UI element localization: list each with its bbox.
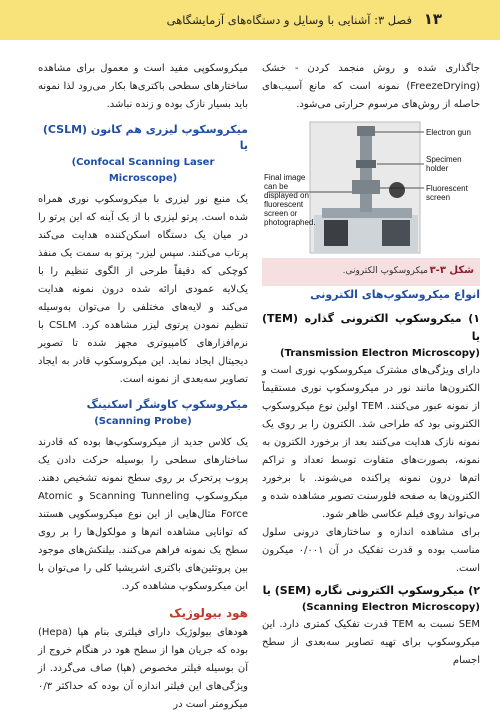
callout-fluorescent-screen-2: screen [426, 193, 451, 202]
callout-fluorescent-screen: Fluorescent [426, 184, 468, 193]
paragraph: یک منبع نور لیزری با میکروسکوپ نوری همراه شده است. پرتو لیزری با از یک آینه که این پرتو را در میان یک دستگاه اسکن‌کننده هدایت می‌کند پرتاب می‌کنند. سپس لیزر- پرتو به سمت یک منفذ کوچکی که دقیقاً طرحی از الگوی تنظیم را با یک‌لایه عمودی ارائه شده درون نمونه هدایت می‌کند و لایه‌های مختلفی را می‌توان به‌وسیله تنظیم نمودن پرتوی لیزر مشاهده کرد. CSLM با نرم‌افزارهای کامپیوتری مجهز شده تا تصویر دیجیتال ایجاد نماید. این میکروسکوپ قادر به ایجاد تصاویر سه‌بعدی از نمونه است. [38, 194, 248, 385]
left-note-line: screen or [264, 209, 298, 218]
section-heading-confocal: میکروسکوپ لیزری هم کانون (CSLM) یا [42, 123, 248, 152]
left-note-line: photographed. [264, 218, 316, 227]
left-column [38, 60, 248, 714]
tem-heading-en: (Transmission Electron Microscopy) [280, 348, 480, 359]
paragraph: میکروسکوپی مفید است و معمول برای مشاهده ساختارهای سطحی باکتری‌ها بکار می‌رود لذا نمونه باید بسیار نازک بوده و زنده نباشد. [38, 63, 248, 110]
electron-microscope-image [262, 120, 480, 255]
left-note-line: displayed on [264, 191, 309, 200]
paragraph: دارای ویژگی‌های مشترک میکروسکوپ نوری است و الکترون‌ها مانند نور در میکروسکوپ نوری مستقیماً از نمونه عبور می‌کنند. TEM اولین نوع میکروسکوپ الکترونی بود که طراحی شد. الکترون را بر روی یک نمونه نازک هدایت می‌کنند بعد از برخورد الکترون به نمونه، بصورت‌های متفاوت توسط تعداد و تراکم اتم‌ها درون نمونه پراکنده می‌شوند. با برخورد الکترون‌ها به صفحه فلورسنت تصویر مشاهده شده و می‌تواند روی فیلم عکاسی ظاهر شود. [262, 365, 480, 520]
electron-microscope-figure [262, 120, 480, 255]
left-note-line: fluorescent [264, 200, 304, 209]
figure-caption [262, 258, 480, 286]
callout-specimen-holder: Specimen [426, 155, 462, 164]
left-note-line: Final image [264, 173, 306, 182]
left-note-line: can be [264, 182, 289, 191]
paragraph: یک کلاس جدید از میکروسکوپ‌ها بوده که قادرند ساختارهای سطحی را بوسیله حرکت دادن یک پروب پرتحرک بر روی سطح نمونه تشخیص دهند. میکروسکوپ Scanning Tunneling و Atomic Force مثال‌هایی از این نوع میکروسکوپی هستند که توانایی مشاهده اتم‌ها و مولکول‌ها را بر روی سطح یک نمونه فراهم می‌کنند. بیلنکش‌های موجود بین پروتئین‌های باکتری اشریشیا کلی را می‌توان با این میکروسکوپ مشاهده کرد. [38, 437, 248, 592]
paragraph: جاگذاری شده و روش منجمد کردن - خشک (FreezeDrying) نمونه است که مانع آسیب‌های حاصله از روش‌های مرسوم حرارتی می‌شود. [262, 63, 480, 110]
callout-electron-gun: Electron gun [426, 128, 471, 137]
right-column-body [262, 306, 480, 670]
section-title: انواع میکروسکوپ‌های الکترونی [310, 288, 480, 301]
section-heading-confocal-en: (Confocal Scanning Laser Microscope) [71, 157, 215, 184]
section-heading-hood: هود بیولوژیک [169, 606, 248, 620]
figure-caption-text: میکروسکوپ الکترونی. [342, 266, 428, 276]
section-heading-scanning-probe: میکروسکوپ کاوشگر اسکنینگ [86, 398, 248, 411]
callout-specimen-holder-2: holder [426, 164, 449, 173]
page-header [0, 0, 500, 40]
paragraph: SEM نسبت به TEM قدرت تفکیک کمتری دارد. این میکروسکوپ برای تهیه تصاویر سه‌بعدی از سطح اجسام [262, 619, 480, 666]
section-heading-scanning-probe-en: (Scanning Probe) [94, 416, 192, 427]
sem-heading: ۲) میکروسکوپ الکترونی نگاره (SEM) یا [262, 584, 480, 597]
page-number: ۱۳ [423, 10, 442, 28]
tem-heading: ۱) میکروسکوپ الکترونی گذاره (TEM) یا [262, 312, 480, 343]
paragraph: برای مشاهده اندازه و ساختارهای درونی سلول مناسب بوده و قدرت تفکیک در آن ۰/۰۰۱ میکرون است. [262, 527, 481, 574]
paragraph: هودهای بیولوژیک دارای فیلتری بنام هپا (Hepa) بوده که جریان هوا از سطح هود در هنگام خروج از آن بوسیله فیلتر مخصوص (هپا) صاف می‌گردد. از ویژگی‌های این فیلتر اندازه آن بوده که حداکثر ۰/۳ میکرومتر است در [38, 627, 248, 710]
chapter-title: فصل ۳: آشنایی با وسایل و دستگاه‌های آزمایشگاهی [166, 13, 412, 27]
figure-label: شکل ۳-۳ [429, 265, 474, 276]
right-column-top [262, 60, 480, 114]
sem-heading-en: (Scanning Electron Microscopy) [301, 602, 480, 613]
